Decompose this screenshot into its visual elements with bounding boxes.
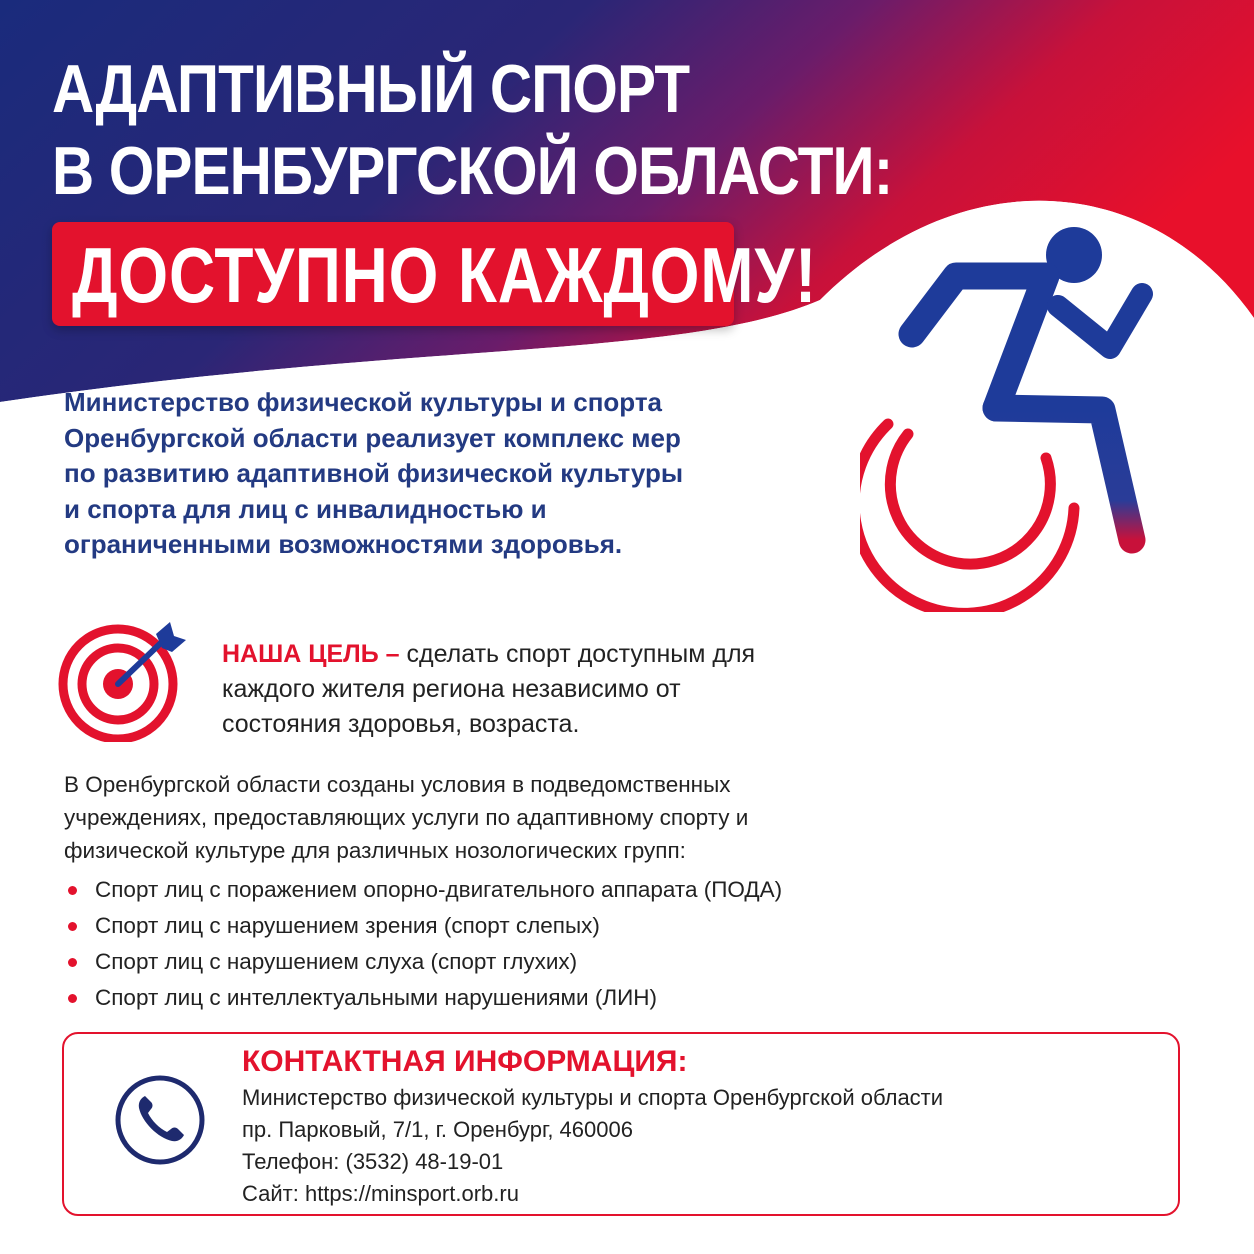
bullet-dot — [68, 958, 77, 967]
list-item-text: Спорт лиц с интеллектуальными нарушениями (ЛИН) — [95, 985, 657, 1010]
bullet-dot — [68, 994, 77, 1003]
goal-label: НАША ЦЕЛЬ – — [222, 640, 400, 668]
title-line-2: В ОРЕНБУРГСКОЙ ОБЛАСТИ: — [52, 133, 893, 209]
slogan-banner — [52, 222, 818, 326]
contact-title: КОНТАКТНАЯ ИНФОРМАЦИЯ: — [242, 1045, 688, 1078]
contact-site[interactable]: Сайт: https://minsport.orb.ru — [242, 1181, 519, 1206]
intro-text: Министерство физической культуры и спорта Оренбургской области реализует комплекс мер по развитию адаптивной физической культуры и спорта для лиц с инвалидностью и ограниченными возможностями здоровья. — [64, 387, 684, 559]
conditions-text: В Оренбургской области созданы условия в подведомственных учреждениях, предоставляющих услуги по адаптивному спорту и физической культуре для различных нозологических групп: — [64, 772, 749, 863]
phone-icon — [114, 1074, 206, 1166]
target-arrow-icon — [58, 622, 188, 742]
contact-org: Министерство физической культуры и спорта Оренбургской области — [242, 1085, 944, 1110]
list-item-text: Спорт лиц с нарушением слуха (спорт глухих) — [95, 949, 578, 974]
page-title — [52, 48, 892, 212]
list-item-text: Спорт лиц с нарушением зрения (спорт слепых) — [95, 913, 600, 938]
contact-address: пр. Парковый, 7/1, г. Оренбург, 460006 — [242, 1117, 633, 1142]
list-item — [64, 872, 782, 908]
contact-card — [62, 1032, 1180, 1216]
adaptive-athlete-icon — [860, 212, 1180, 612]
bullet-dot — [68, 886, 77, 895]
list-item — [64, 908, 782, 944]
goal-text — [222, 637, 782, 742]
contact-details — [242, 1082, 943, 1210]
list-item — [64, 980, 782, 1016]
list-item-text: Спорт лиц с поражением опорно-двигательного аппарата (ПОДА) — [95, 877, 783, 902]
nosology-list — [64, 872, 782, 1016]
goal-description: сделать спорт доступным для каждого жителя региона независимо от состояния здоровья, возраста. — [222, 640, 756, 738]
contact-phone[interactable]: Телефон: (3532) 48-19-01 — [242, 1149, 504, 1174]
bullet-dot — [68, 922, 77, 931]
title-line-1: АДАПТИВНЫЙ СПОРТ — [52, 51, 690, 127]
slogan-text: ДОСТУПНО КАЖДОМУ! — [72, 231, 818, 319]
list-item — [64, 944, 782, 980]
